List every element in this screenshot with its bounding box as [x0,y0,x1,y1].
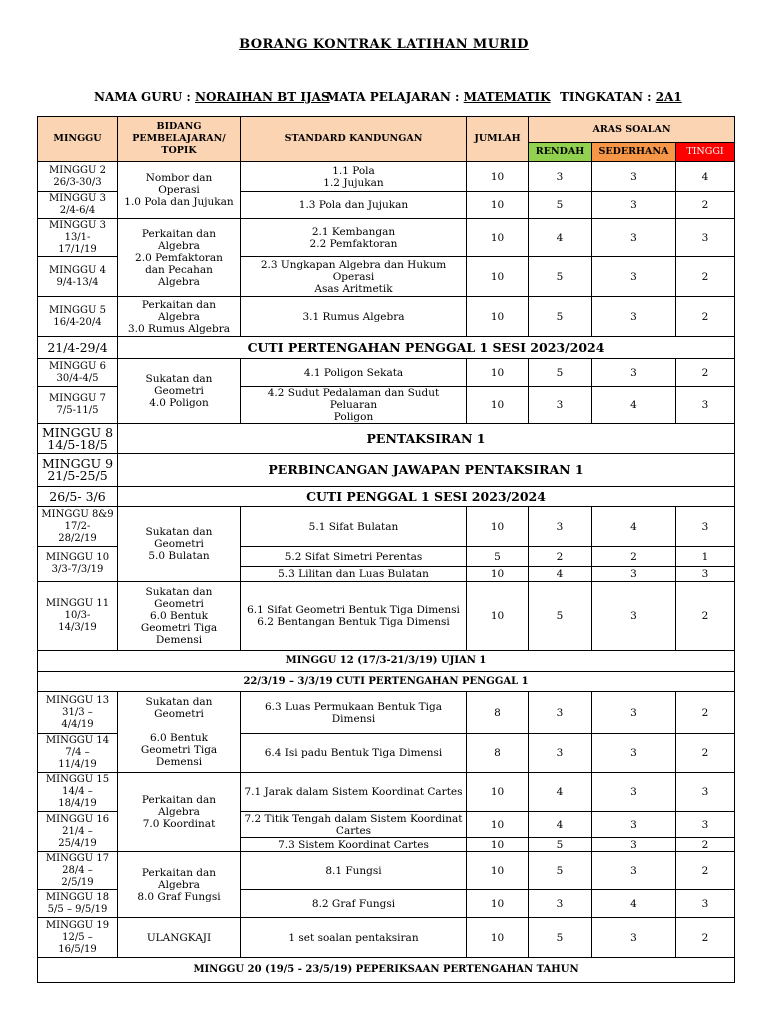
topic-cell: Sukatan dan Geometri 6.0 Bentuk Geometri Tiga Demensi [118,582,241,651]
standard-cell: 7.2 Titik Tengah dalam Sistem Koordinat Cartes [241,812,467,838]
subject-label: MATA PELAJARAN : [326,90,464,104]
table-row [38,219,735,257]
jumlah-cell: 10 [467,812,529,838]
standard-cell: 4.1 Poligon Sekata [241,359,467,387]
jumlah-cell: 10 [467,507,529,547]
standard-cell: 7.1 Jarak dalam Sistem Koordinat Cartes [241,773,467,812]
table-row [38,692,735,734]
header-sederhana: SEDERHANA [592,143,676,162]
week-cell: MINGGU 15 14/4 – 18/4/19 [38,773,118,812]
sederhana-cell: 3 [592,582,676,651]
sederhana-cell: 3 [592,192,676,219]
sederhana-cell: 3 [592,838,676,852]
table-row [38,918,735,958]
jumlah-cell: 5 [467,547,529,567]
holiday-row [38,487,735,507]
tinggi-cell: 3 [676,219,735,257]
week-cell: MINGGU 14 7/4 – 11/4/19 [38,734,118,773]
table-row [38,773,735,812]
discussion-label: PERBINCANGAN JAWAPAN PENTAKSIRAN 1 [118,454,735,487]
holiday-row [38,672,735,692]
standard-cell: 5.2 Sifat Simetri Perentas [241,547,467,567]
standard-cell: 6.4 Isi padu Bentuk Tiga Dimensi [241,734,467,773]
header-standard: STANDARD KANDUNGAN [241,117,467,162]
assessment-row [38,424,735,454]
rendah-cell: 5 [529,838,592,852]
tinggi-cell: 2 [676,192,735,219]
rendah-cell: 4 [529,567,592,582]
rendah-cell: 3 [529,890,592,918]
week-cell: MINGGU 9 21/5-25/5 [38,454,118,487]
standard-cell: 2.1 Kembangan 2.2 Pemfaktoran [241,219,467,257]
header-jumlah: JUMLAH [467,117,529,162]
tinggi-cell: 2 [676,359,735,387]
table-row [38,852,735,890]
jumlah-cell: 10 [467,219,529,257]
rendah-cell: 5 [529,257,592,297]
level-info [560,90,682,104]
tinggi-cell: 3 [676,890,735,918]
tinggi-cell: 2 [676,582,735,651]
week-cell: MINGGU 7 7/5-11/5 [38,387,118,424]
week-cell: MINGGU 13 31/3 – 4/4/19 [38,692,118,734]
tinggi-cell: 2 [676,257,735,297]
teacher-name: NORAIHAN BT IJAS [195,90,330,104]
topic-cell: Perkaitan dan Algebra 2.0 Pemfaktoran dan Pecahan Algebra [118,219,241,297]
sederhana-cell: 2 [592,547,676,567]
week-cell: MINGGU 3 13/1- 17/1/19 [38,219,118,257]
sederhana-cell: 3 [592,852,676,890]
teacher-info [94,90,330,104]
contract-table [37,116,735,983]
tinggi-cell: 3 [676,567,735,582]
topic-cell: Perkaitan dan Algebra 3.0 Rumus Algebra [118,297,241,337]
standard-cell: 2.3 Ungkapan Algebra dan Hukum Operasi Asas Aritmetik [241,257,467,297]
sederhana-cell: 3 [592,359,676,387]
jumlah-cell: 10 [467,192,529,219]
tinggi-cell: 2 [676,918,735,958]
rendah-cell: 5 [529,359,592,387]
level-value: 2A1 [655,90,682,104]
exam-row [38,651,735,672]
table-row [38,162,735,192]
jumlah-cell: 10 [467,567,529,582]
standard-cell: 6.3 Luas Permukaan Bentuk Tiga Dimensi [241,692,467,734]
tinggi-cell: 3 [676,507,735,547]
week-cell: MINGGU 11 10/3- 14/3/19 [38,582,118,651]
header-row [38,117,735,143]
jumlah-cell: 8 [467,734,529,773]
week-cell: MINGGU 8&9 17/2- 28/2/19 [38,507,118,547]
subject-info [326,90,551,104]
holiday-label: 22/3/19 – 3/3/19 CUTI PERTENGAHAN PENGGAL 1 [38,672,735,692]
discussion-row [38,454,735,487]
sederhana-cell: 4 [592,507,676,547]
week-cell: 21/4-29/4 [38,337,118,359]
week-cell: MINGGU 8 14/5-18/5 [38,424,118,454]
teacher-label: NAMA GURU : [94,90,195,104]
tinggi-cell: 2 [676,297,735,337]
exam-label: MINGGU 12 (17/3-21/3/19) UJIAN 1 [38,651,735,672]
rendah-cell: 5 [529,582,592,651]
jumlah-cell: 10 [467,582,529,651]
week-cell: MINGGU 10 3/3-7/3/19 [38,547,118,582]
standard-cell: 1.3 Pola dan Jujukan [241,192,467,219]
exam-row [38,958,735,983]
jumlah-cell: 10 [467,918,529,958]
rendah-cell: 4 [529,812,592,838]
sederhana-cell: 3 [592,567,676,582]
jumlah-cell: 8 [467,692,529,734]
holiday-row [38,337,735,359]
header-aras: ARAS SOALAN [529,117,735,143]
page-title: BORANG KONTRAK LATIHAN MURID [239,37,529,52]
standard-cell: 5.1 Sifat Bulatan [241,507,467,547]
jumlah-cell: 10 [467,838,529,852]
week-cell: MINGGU 4 9/4-13/4 [38,257,118,297]
week-cell: MINGGU 2 26/3-30/3 [38,162,118,192]
tinggi-cell: 1 [676,547,735,567]
sederhana-cell: 3 [592,162,676,192]
week-cell: MINGGU 17 28/4 – 2/5/19 [38,852,118,890]
jumlah-cell: 10 [467,162,529,192]
jumlah-cell: 10 [467,257,529,297]
standard-cell: 6.1 Sifat Geometri Bentuk Tiga Dimensi 6.2 Bentangan Bentuk Tiga Dimensi [241,582,467,651]
topic-cell: Nombor dan Operasi 1.0 Pola dan Jujukan [118,162,241,219]
table-row [38,507,735,547]
standard-cell: 3.1 Rumus Algebra [241,297,467,337]
standard-cell: 8.2 Graf Fungsi [241,890,467,918]
level-label: TINGKATAN : [560,90,656,104]
tinggi-cell: 3 [676,812,735,838]
standard-cell: 8.1 Fungsi [241,852,467,890]
tinggi-cell: 2 [676,692,735,734]
standard-cell: 4.2 Sudut Pedalaman dan Sudut Peluaran Poligon [241,387,467,424]
sederhana-cell: 3 [592,812,676,838]
tinggi-cell: 2 [676,838,735,852]
sederhana-cell: 3 [592,734,676,773]
week-cell: MINGGU 18 5/5 – 9/5/19 [38,890,118,918]
jumlah-cell: 10 [467,359,529,387]
week-cell: 26/5- 3/6 [38,487,118,507]
table-row [38,582,735,651]
rendah-cell: 3 [529,692,592,734]
standard-cell: 1 set soalan pentaksiran [241,918,467,958]
rendah-cell: 4 [529,219,592,257]
sederhana-cell: 3 [592,692,676,734]
header-minggu: MINGGU [38,117,118,162]
jumlah-cell: 10 [467,773,529,812]
week-cell: MINGGU 19 12/5 – 16/5/19 [38,918,118,958]
standard-cell: 1.1 Pola 1.2 Jujukan [241,162,467,192]
header-tinggi: TINGGI [676,143,735,162]
sederhana-cell: 3 [592,773,676,812]
standard-cell: 5.3 Lilitan dan Luas Bulatan [241,567,467,582]
topic-cell: Perkaitan dan Algebra 7.0 Koordinat [118,773,241,852]
rendah-cell: 3 [529,734,592,773]
tinggi-cell: 3 [676,773,735,812]
jumlah-cell: 10 [467,297,529,337]
header-rendah: RENDAH [529,143,592,162]
table-row [38,359,735,387]
week-cell: MINGGU 5 16/4-20/4 [38,297,118,337]
exam-label: MINGGU 20 (19/5 - 23/5/19) PEPERIKSAAN PERTENGAHAN TAHUN [38,958,735,983]
topic-cell: ULANGKAJI [118,918,241,958]
topic-cell: Perkaitan dan Algebra 8.0 Graf Fungsi [118,852,241,918]
table-row [38,297,735,337]
tinggi-cell: 3 [676,387,735,424]
week-cell: MINGGU 3 2/4-6/4 [38,192,118,219]
jumlah-cell: 10 [467,890,529,918]
assessment-label: PENTAKSIRAN 1 [118,424,735,454]
week-cell: MINGGU 6 30/4-4/5 [38,359,118,387]
rendah-cell: 5 [529,192,592,219]
subject-name: MATEMATIK [463,90,551,104]
jumlah-cell: 10 [467,852,529,890]
rendah-cell: 5 [529,297,592,337]
sederhana-cell: 3 [592,219,676,257]
topic-cell: Sukatan dan Geometri 6.0 Bentuk Geometri Tiga Demensi [118,692,241,773]
tinggi-cell: 2 [676,734,735,773]
holiday-label: CUTI PENGGAL 1 SESI 2023/2024 [118,487,735,507]
jumlah-cell: 10 [467,387,529,424]
topic-cell: Sukatan dan Geometri 4.0 Poligon [118,359,241,424]
rendah-cell: 4 [529,773,592,812]
tinggi-cell: 4 [676,162,735,192]
sederhana-cell: 3 [592,257,676,297]
rendah-cell: 5 [529,852,592,890]
sederhana-cell: 3 [592,297,676,337]
sederhana-cell: 3 [592,918,676,958]
header-bidang: BIDANG PEMBELAJARAN/ TOPIK [118,117,241,162]
topic-cell: Sukatan dan Geometri 5.0 Bulatan [118,507,241,582]
rendah-cell: 5 [529,918,592,958]
rendah-cell: 3 [529,507,592,547]
sederhana-cell: 4 [592,387,676,424]
sederhana-cell: 4 [592,890,676,918]
rendah-cell: 2 [529,547,592,567]
holiday-label: CUTI PERTENGAHAN PENGGAL 1 SESI 2023/2024 [118,337,735,359]
rendah-cell: 3 [529,162,592,192]
tinggi-cell: 2 [676,852,735,890]
standard-cell: 7.3 Sistem Koordinat Cartes [241,838,467,852]
rendah-cell: 3 [529,387,592,424]
week-cell: MINGGU 16 21/4 – 25/4/19 [38,812,118,852]
